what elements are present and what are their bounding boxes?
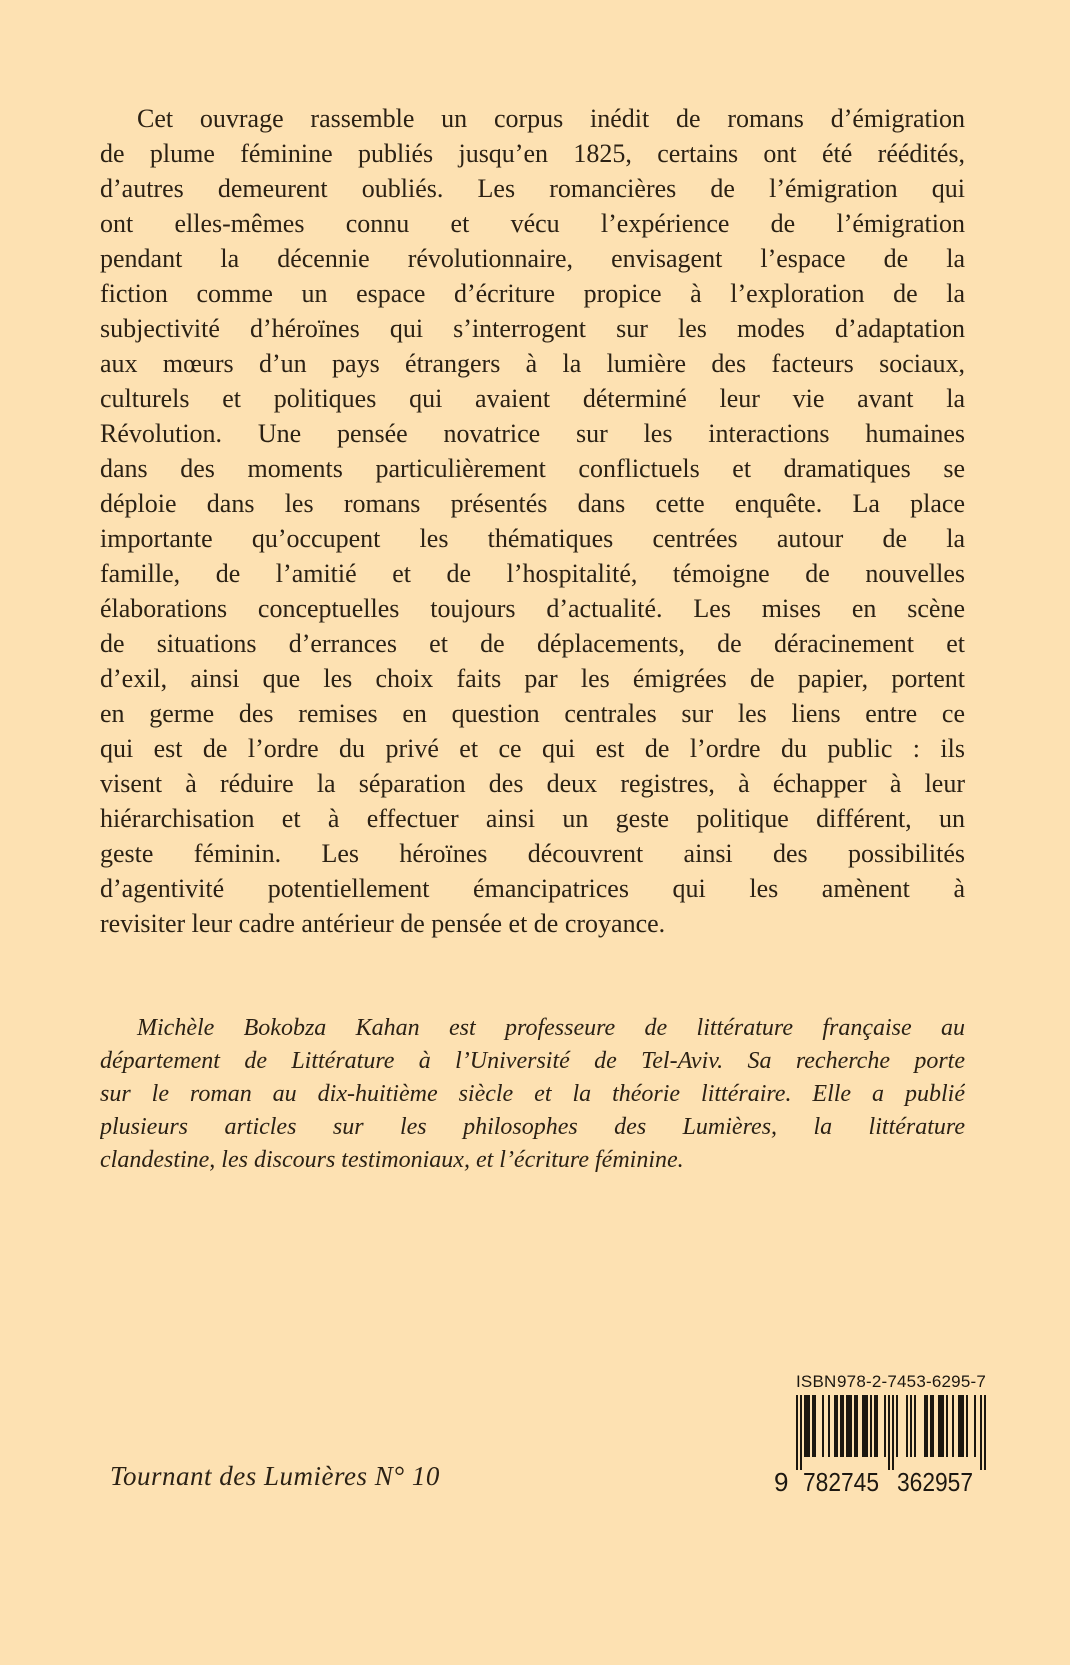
- text-line: d’autres demeurent oubliés. Les romancières de l’émigration qui: [100, 174, 965, 203]
- text-line: Michèle Bokobza Kahan est professeure de littérature française au: [137, 1015, 965, 1041]
- text-line: famille, de l’amitié et de l’hospitalité, témoigne de nouvelles: [100, 559, 965, 588]
- text-line: sur le roman au dix-huitième siècle et la théorie littéraire. Elle a publié: [100, 1081, 965, 1107]
- text-line: fiction comme un espace d’écriture propice à l’exploration de la: [100, 279, 965, 308]
- isbn-label: ISBN: [796, 1372, 837, 1391]
- text-line: de plume féminine publiés jusqu’en 1825, certains ont été réédités,: [100, 139, 965, 168]
- text-line: hiérarchisation et à effectuer ainsi un geste politique différent, un: [100, 804, 965, 833]
- text-line: qui est de l’ordre du privé et ce qui est de l’ordre du public : ils: [100, 734, 965, 763]
- author-bio-paragraph: [100, 1012, 965, 1177]
- text-line: aux mœurs d’un pays étrangers à la lumière des facteurs sociaux,: [100, 349, 965, 378]
- text-line: revisiter leur cadre antérieur de pensée et de croyance.: [100, 909, 666, 938]
- text-line: département de Littérature à l’Université de Tel-Aviv. Sa recherche porte: [100, 1048, 965, 1074]
- text-line: élaborations conceptuelles toujours d’actualité. Les mises en scène: [100, 594, 965, 623]
- isbn-text-line: [796, 1372, 986, 1392]
- ean13-barcode-svg: [772, 1395, 988, 1495]
- isbn-barcode-block: [772, 1372, 988, 1495]
- text-line: d’agentivité potentiellement émancipatrices qui les amènent à: [100, 874, 965, 903]
- barcode-digits: 782745: [803, 1467, 879, 1495]
- text-line: subjectivité d’héroïnes qui s’interrogent sur les modes d’adaptation: [100, 314, 965, 343]
- text-line: de situations d’errances et de déplacements, de déracinement et: [100, 629, 965, 658]
- synopsis-paragraph: [100, 101, 965, 941]
- text-line: ont elles-mêmes connu et vécu l’expérience de l’émigration: [100, 209, 965, 238]
- barcode-digits: 362957: [897, 1467, 973, 1495]
- barcode-digits: 9: [774, 1467, 789, 1495]
- text-line: visent à réduire la séparation des deux registres, à échapper à leur: [100, 769, 965, 798]
- text-line: pendant la décennie révolutionnaire, envisagent l’espace de la: [100, 244, 965, 273]
- text-line: importante qu’occupent les thématiques centrées autour de la: [100, 524, 965, 553]
- text-line: Cet ouvrage rassemble un corpus inédit de romans d’émigration: [137, 104, 965, 133]
- text-line: plusieurs articles sur les philosophes des Lumières, la littérature: [100, 1114, 965, 1140]
- text-line: clandestine, les discours testimoniaux, et l’écriture féminine.: [100, 1147, 684, 1173]
- text-line: geste féminin. Les héroïnes découvrent ainsi des possibilités: [100, 839, 965, 868]
- text-line: d’exil, ainsi que les choix faits par les émigrées de papier, portent: [100, 664, 965, 693]
- text-line: dans des moments particulièrement conflictuels et dramatiques se: [100, 454, 965, 483]
- text-line: culturels et politiques qui avaient déterminé leur vie avant la: [100, 384, 965, 413]
- text-line: déploie dans les romans présentés dans cette enquête. La place: [100, 489, 965, 518]
- isbn-number: 978-2-7453-6295-7: [837, 1372, 986, 1391]
- series-title: Tournant des Lumières N° 10: [110, 1461, 440, 1491]
- text-line: Révolution. Une pensée novatrice sur les interactions humaines: [100, 419, 965, 448]
- text-line: en germe des remises en question centrales sur les liens entre ce: [100, 699, 965, 728]
